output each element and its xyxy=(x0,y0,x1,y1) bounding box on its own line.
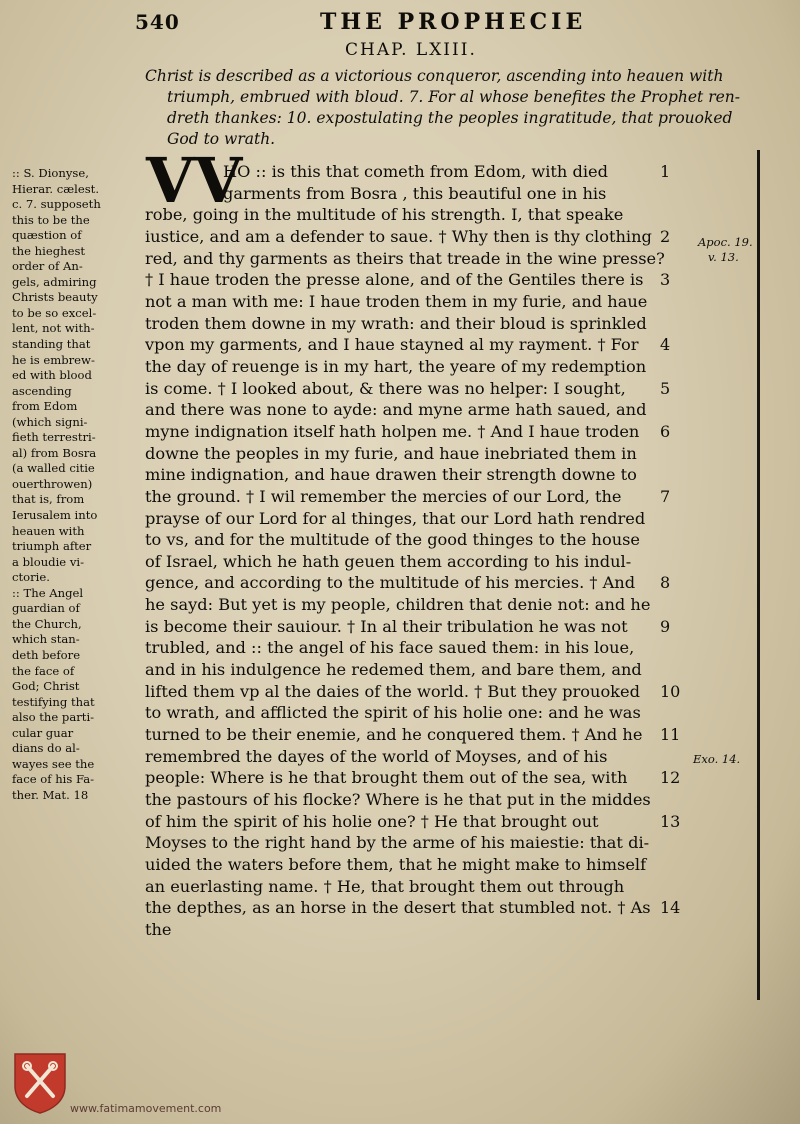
text-line: garments from Bosra , this beautiful one in his xyxy=(223,183,607,203)
margin-note-line: ouerthrowen) xyxy=(12,476,93,491)
body-text xyxy=(145,161,665,941)
margin-note-line: c. 7. supposeth xyxy=(12,197,101,212)
verse-number: 10 xyxy=(660,681,681,701)
text-line: to wrath, and afflicted the spirit of his holie one: and he was xyxy=(145,703,641,723)
margin-note-line: order of An- xyxy=(12,259,83,274)
verse-number: 7 xyxy=(660,486,671,506)
margin-note-line: which stan- xyxy=(12,632,80,647)
margin-note-line: wayes see the xyxy=(12,756,95,771)
page-number: 540 xyxy=(135,10,180,34)
margin-note-line: ed with blood xyxy=(12,368,92,383)
margin-note-line: also the parti- xyxy=(12,710,95,725)
text-line: and in his indulgence he redemed them, and bare them, and xyxy=(145,660,642,680)
text-line: the pastours of his flocke? Where is he that put in the middes xyxy=(145,790,651,810)
text-line: HO :: is this that cometh from Edom, with died xyxy=(223,162,608,181)
margin-note-line: :: S. Dionyse, xyxy=(12,166,89,180)
margin-note-line: the Church, xyxy=(12,616,82,631)
margin-note-line: ctorie. xyxy=(12,570,50,585)
margin-note-line: the face of xyxy=(12,663,75,678)
margin-note-line: al) from Bosra xyxy=(12,445,97,460)
margin-note-line: gels, admiring xyxy=(12,274,97,289)
shield-logo-icon xyxy=(13,1052,67,1114)
text-line: the day of reuenge is in my hart, the yeare of my redemption xyxy=(145,356,647,376)
text-line: remembred the dayes of the world of Moyses, and of his xyxy=(145,746,608,766)
margin-note-line: to be so excel- xyxy=(12,305,97,320)
margin-note xyxy=(12,166,138,803)
text-line: trubled, and :: the angel of his face saued them: in his loue, xyxy=(145,638,635,658)
text-line: troden them downe in my wrath: and their bloud is sprinkled xyxy=(145,313,647,333)
text-line: is come. † I looked about, & there was no helper: I sought, xyxy=(145,378,626,398)
summary-line: triumph, embrued with bloud. 7. For al whose benefites the Prophet ren- xyxy=(167,88,741,106)
text-line: gence, and according to the multitude of his mercies. † And xyxy=(145,573,636,593)
margin-note-line: (which signi- xyxy=(12,414,88,429)
margin-note-line: heauen with xyxy=(12,523,85,538)
page-edge-rule xyxy=(757,150,760,1000)
margin-note-line: guardian of xyxy=(12,601,80,616)
verse-number: 5 xyxy=(660,378,671,398)
summary-line: God to wrath. xyxy=(167,130,276,148)
text-line: lifted them vp al the daies of the world. † But they prouoked xyxy=(145,681,640,701)
footer-url[interactable]: www.fatimamovement.com xyxy=(70,1102,222,1115)
text-line: he sayd: But yet is my people, children that denie not: and he xyxy=(145,595,651,615)
margin-note-line: a bloudie vi- xyxy=(12,554,85,569)
margin-note-line: Christs beauty xyxy=(12,290,98,305)
margin-note-line: face of his Fa- xyxy=(12,772,95,787)
verse-number: 8 xyxy=(660,573,671,593)
margin-note-line: ascending xyxy=(12,383,72,398)
text-line: uided the waters before them, that he might make to himself xyxy=(145,855,647,874)
margin-note-line: deth before xyxy=(12,647,81,662)
text-line: mine indignation, and haue drawen their strength downe to xyxy=(145,465,637,485)
margin-note-line: fieth terrestri- xyxy=(12,430,96,445)
margin-note-line: lent, not with- xyxy=(12,321,95,336)
chapter-summary xyxy=(145,66,741,150)
cross-reference-line: v. 13. xyxy=(708,250,739,264)
verse-number: 1 xyxy=(660,162,671,181)
text-line: red, and thy garments as theirs that treade in the wine presse? xyxy=(145,248,665,268)
text-line: people: Where is he that brought them out of the sea, with xyxy=(145,768,628,788)
chapter-heading: CHAP. LXIII. xyxy=(345,40,477,60)
margin-note-line: God; Christ xyxy=(12,679,80,694)
margin-note-line: the hieghest xyxy=(12,243,86,258)
verse-number: 3 xyxy=(660,270,671,290)
margin-note-line: quæstion of xyxy=(12,228,82,243)
verse-number: 6 xyxy=(660,421,671,441)
verse-number: 14 xyxy=(660,898,681,918)
margin-note-line: Ierusalem into xyxy=(12,508,98,523)
text-line: of him the spirit of his holie one? † He that brought out xyxy=(145,811,599,831)
verse-number: 9 xyxy=(660,616,671,636)
margin-note-line: from Edom xyxy=(12,399,78,414)
text-line: downe the peoples in my furie, and haue inebriated them in xyxy=(145,443,637,463)
margin-note-line: dians do al- xyxy=(12,741,80,756)
cross-reference-apoc xyxy=(698,235,753,265)
text-line: an euerlasting name. † He, that brought them out through xyxy=(145,876,625,896)
text-line: Moyses to the right hand by the arme of his maiestie: that di- xyxy=(145,833,650,853)
margin-note-line: he is embrew- xyxy=(12,352,95,367)
running-title: THE PROPHECIE xyxy=(320,9,587,35)
verse-number: 12 xyxy=(660,768,681,788)
text-line: of Israel, which he hath geuen them according to his indul- xyxy=(145,551,632,571)
verse-number: 11 xyxy=(660,724,681,744)
text-line: prayse of our Lord for al thinges, that our Lord hath rendred xyxy=(145,508,646,528)
verse-number: 2 xyxy=(660,226,671,246)
margin-note-line: (a walled citie xyxy=(12,461,95,476)
margin-note-line: Hierar. cælest. xyxy=(12,181,100,196)
summary-line: dreth thankes: 10. expostulating the peoples ingratitude, that prouoked xyxy=(167,109,733,127)
text-line: robe, going in the multitude of his strength. I, that speake xyxy=(145,205,624,225)
text-line: iustice, and am a defender to saue. † Why then is thy clothing xyxy=(145,226,652,246)
text-line: is become their sauiour. † In al their tribulation he was not xyxy=(145,616,628,636)
margin-note-line: ther. Mat. 18 xyxy=(12,787,89,802)
text-line: the xyxy=(145,919,172,939)
cross-reference-line: Apoc. 19. xyxy=(698,235,753,249)
margin-note-line: this to be the xyxy=(12,212,90,227)
margin-note-line: triumph after xyxy=(12,539,92,554)
text-line: † I haue troden the presse alone, and of the Gentiles there is xyxy=(145,270,644,290)
margin-note-line: that is, from xyxy=(12,492,85,507)
text-line: vpon my garments, and I haue stayned al my rayment. † For xyxy=(145,335,639,355)
verse-number: 13 xyxy=(660,811,681,831)
text-line: and there was none to ayde: and myne arme hath saued, and xyxy=(145,400,647,420)
text-line: myne indignation itself hath holpen me. † And I haue troden xyxy=(145,421,640,441)
text-line: to vs, and for the multitude of the good thinges to the house xyxy=(145,530,641,550)
margin-note-line: testifying that xyxy=(12,694,95,709)
cross-reference-exo: Exo. 14. xyxy=(693,752,741,766)
margin-note-line: standing that xyxy=(12,337,91,352)
verse-number: 4 xyxy=(660,335,671,355)
margin-note-line: :: The Angel xyxy=(12,585,84,600)
text-line: not a man with me: I haue troden them in my furie, and haue xyxy=(145,291,648,311)
text-line: turned to be their enemie, and he conquered them. † And he xyxy=(145,725,643,745)
summary-line: Christ is described as a victorious conqueror, ascending into heauen with xyxy=(145,67,724,85)
drop-capital: VV xyxy=(146,144,243,217)
text-line: the depthes, as an horse in the desert that stumbled not. † As xyxy=(145,898,651,918)
text-line: the ground. † I wil remember the mercies of our Lord, the xyxy=(145,486,622,506)
margin-note-line: cular guar xyxy=(12,725,74,740)
